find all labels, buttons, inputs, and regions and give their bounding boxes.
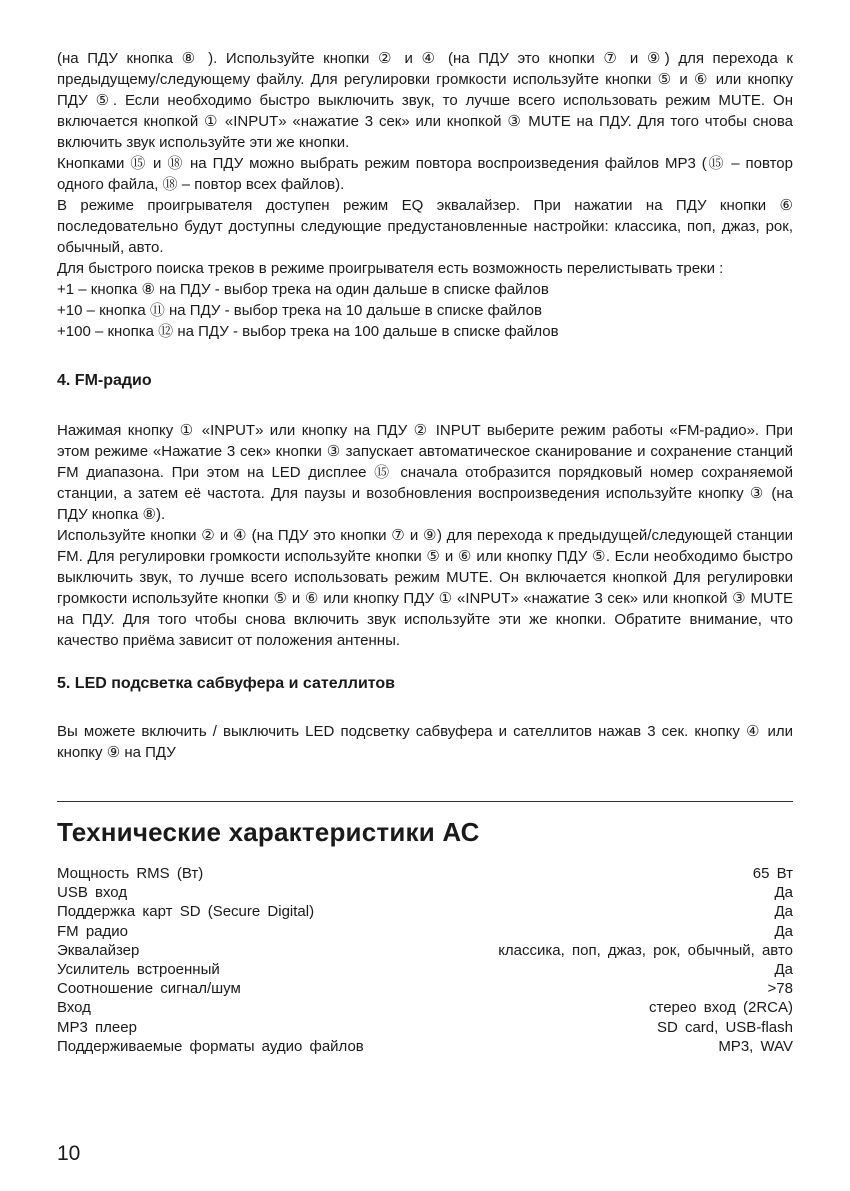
specs-heading: Технические характеристики АС [57,817,480,847]
page-number: 10 [57,1142,81,1165]
divider [57,801,793,802]
paragraph: Для быстрого поиска треков в режиме проигрывателя есть возможность перелистывать треки : [57,260,724,277]
track-skip-line: +100 – кнопка ⑫ на ПДУ - выбор трека на 100 дальше в списке файлов [57,323,559,340]
spec-row [57,922,793,941]
section-4-body [57,420,793,651]
spec-value: >78 [767,980,793,998]
spec-row [57,941,793,960]
spec-value: Да [774,961,793,979]
spec-label: MP3 плеер [57,1018,137,1036]
spec-label: FM радио [57,922,128,940]
spec-label: Эквалайзер [57,941,140,959]
spec-value: SD card, USB-flash [656,1018,793,1036]
spec-value: Да [774,922,793,940]
spec-value: классика, поп, джаз, рок, обычный, авто [498,941,793,959]
spec-value: Да [774,903,793,921]
spec-value: Да [774,884,793,902]
spec-label: Поддерживаемые форматы аудио файлов [57,1037,364,1055]
track-skip-line: +1 – кнопка ⑧ на ПДУ - выбор трека на один дальше в списке файлов [57,281,549,298]
paragraph: Вы можете включить / выключить LED подсветку сабвуфера и сателлитов нажав 3 сек. кнопку ④ или кнопку ⑨ на ПДУ [57,723,793,761]
spec-value: MP3, WAV [718,1037,793,1055]
spec-label: Поддержка карт SD (Secure Digital) [57,903,315,921]
spec-row [57,883,793,902]
spec-row [57,960,793,979]
section-3-continued [57,48,793,342]
paragraph: В режиме проигрывателя доступен режим EQ эквалайзер. При нажатии на ПДУ кнопки ⑥ последовательно будут доступны следующие предустановленные настройки: классика, поп, джаз, рок, обычный, авто. [57,197,793,256]
paragraph: Используйте кнопки ② и ④ (на ПДУ это кнопки ⑦ и ⑨) для перехода к предыдущей/следующей станции FM. Для регулировки громкости используйте кнопки ⑤ и ⑥ или кнопку ПДУ ⑤. Если необходимо быстро выключить звук, то лучше всего использовать режим MUTE. Он включается кнопкой Для регулировки громкости используйте кнопки ⑤ и ⑥ или кнопку ПДУ ① «INPUT» «нажатие 3 сек» или кнопкой ③ MUTE на ПДУ. Для того чтобы снова включить звук используйте эти же кнопки. Обратите внимание, что качество приёма зависит от положения антенны. [57,527,793,649]
spec-row [57,979,793,998]
paragraph: Нажимая кнопку ① «INPUT» или кнопку на ПДУ ② INPUT выберите режим работы «FM-радио». При этом режиме «Нажатие 3 сек» кнопки ③ запускает автоматическое сканирование и сохранение станций FM диапазона. При этом на LED дисплее ⑮ сначала отобразится порядковый номер сохраняемой станции, а затем её частота. Для паузы и возобновления воспроизведения используйте кнопку ③ (на ПДУ кнопка ⑧). [57,422,793,523]
document-page [57,48,793,1056]
spec-value: стерео вход (2RCA) [649,999,793,1017]
track-skip-line: +10 – кнопка ⑪ на ПДУ - выбор трека на 10 дальше в списке файлов [57,302,542,319]
spec-label: Мощность RMS (Вт) [57,865,204,882]
paragraph: (на ПДУ кнопка ⑧ ). Используйте кнопки ② и ④ (на ПДУ это кнопки ⑦ и ⑨) для перехода к предыдущему/следующему файлу. Для регулировки громкости используйте кнопки ⑤ и ⑥ или кнопку ПДУ ⑤. Если необходимо быстро выключить звук, то лучше всего использовать режим MUTE. Он включается кнопкой ① «INPUT» «нажатие 3 сек» или кнопкой ③ MUTE на ПДУ. Для того чтобы снова включить звук используйте эти же кнопки. [57,50,793,151]
specs-table [57,864,793,1056]
spec-row [57,998,793,1017]
spec-label: USB вход [57,884,128,902]
spec-row [57,902,793,921]
spec-value: 65 Вт [752,865,793,882]
section-heading-led: 5. LED подсветка сабвуфера и сателлитов [57,675,396,692]
spec-row [57,864,793,883]
spec-row [57,1018,793,1037]
spec-row [57,1037,793,1056]
section-heading-fm-radio: 4. FM-радио [57,372,152,389]
spec-label: Вход [57,999,91,1017]
spec-label: Усилитель встроенный [57,961,220,979]
paragraph: Кнопками ⑮ и ⑱ на ПДУ можно выбрать режим повтора воспроизведения файлов MP3 (⑮ – повтор одного файла, ⑱ – повтор всех файлов). [57,155,793,193]
spec-label: Соотношение сигнал/шум [57,980,241,998]
